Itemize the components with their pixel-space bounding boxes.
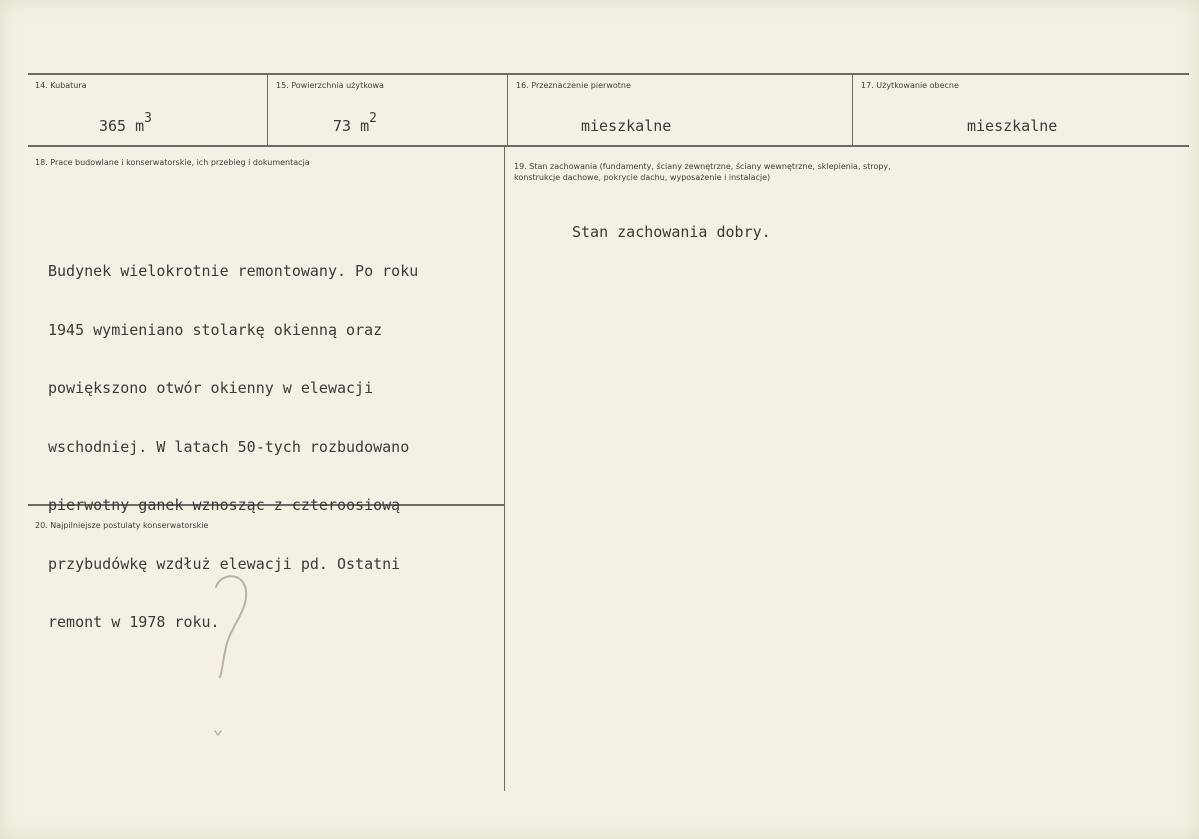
main-column-divider [504, 146, 505, 791]
field-18-line: przybudówkę wzdłuż elewacji pd. Ostatni [48, 554, 401, 573]
field-19-value: Stan zachowania dobry. [572, 223, 771, 241]
col-divider-16-17 [852, 74, 853, 146]
field-16-value: mieszkalne [581, 117, 672, 135]
field-18-line: powiększono otwór okienny w elewacji [48, 379, 374, 397]
field-14-exponent: 3 [144, 111, 152, 126]
field-18-line: wschodniej. W latach 50-tych rozbudowano [48, 437, 410, 456]
field-18-line: Budynek wielokrotnie remontowany. Po roku [48, 262, 419, 280]
col-divider-15-16 [507, 74, 508, 146]
field-15-value [333, 111, 377, 135]
field-18-line: 1945 wymieniano stolarkę okienną oraz [48, 320, 383, 339]
field-17-value: mieszkalne [967, 117, 1058, 135]
field-15-number: 73 m [333, 117, 370, 135]
field-19-label [514, 161, 891, 183]
field-18-line: remont w 1978 roku. [48, 613, 220, 631]
top-rule [28, 73, 1189, 75]
pencil-question-mark-icon [200, 565, 260, 745]
field-14-value [99, 111, 152, 135]
col-divider-14-15 [267, 74, 268, 146]
field-19-label-line: 19. Stan zachowania (fundamenty, ściany zewnętrzne, ściany wewnętrzne, sklepienia, stropy, [514, 162, 891, 171]
field-14-number: 365 m [99, 117, 145, 135]
field-15-exponent: 2 [369, 111, 377, 126]
field-20-label: 20. Najpilniejsze postulaty konserwatorskie [35, 521, 209, 530]
field-17-label: 17. Użytkowanie obecne [861, 81, 959, 90]
field-14-label: 14. Kubatura [35, 81, 87, 90]
field-18-label: 18. Prace budowlane i konserwatorskie, ich przebieg i dokumentacja [35, 158, 310, 167]
field-15-label: 15. Powierzchnia użytkowa [276, 81, 384, 90]
field-18-line: pierwotny ganek wznosząc z czteroosiową [48, 496, 401, 514]
field-19-label-line: konstrukcje dachowe, pokrycie dachu, wyposażenie i instalacje) [514, 173, 771, 182]
row-divider-rule [28, 145, 1189, 147]
field-16-label: 16. Przeznaczenie pierwotne [516, 81, 631, 90]
